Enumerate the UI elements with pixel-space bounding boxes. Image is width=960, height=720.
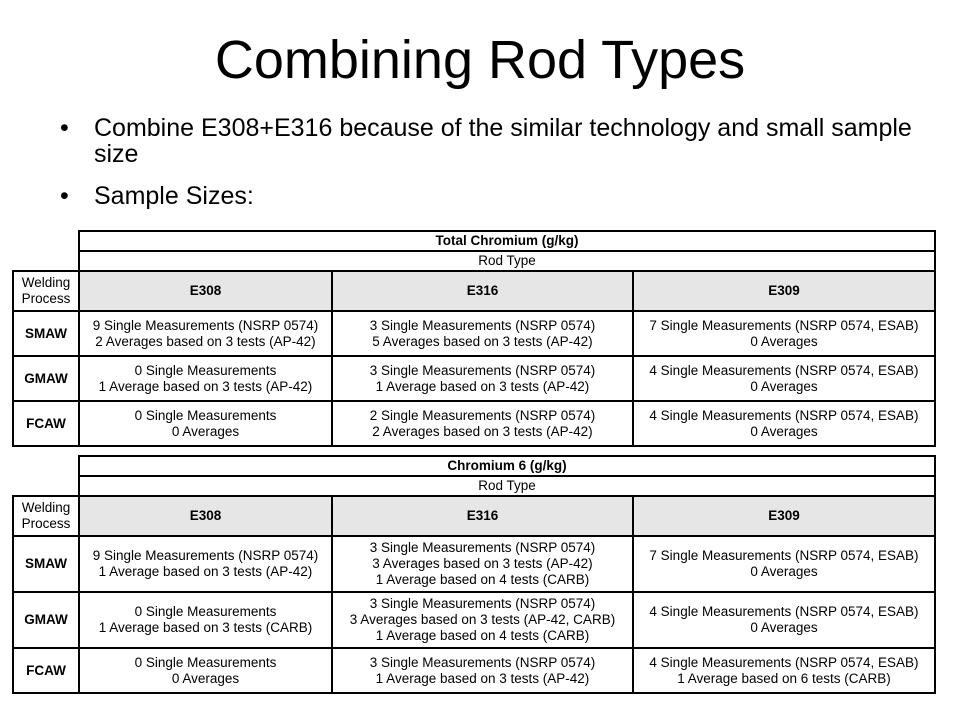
cell-line: FCAW — [26, 662, 66, 678]
cell-line: 0 Single Measurements — [134, 407, 277, 423]
cell-line: 2 Averages based on 3 tests (AP-42) — [372, 423, 593, 439]
bullet-glyph: • — [60, 182, 69, 210]
table-title — [80, 232, 934, 250]
column-header — [80, 272, 331, 310]
table-subheader — [80, 252, 934, 270]
process-label — [14, 649, 78, 692]
table-body — [12, 270, 936, 447]
cell-line: Total Chromium (g/kg) — [435, 233, 579, 248]
data-cell — [634, 593, 934, 647]
cell-line: 2 Single Measurements (NSRP 0574) — [369, 407, 596, 423]
cell-line: 0 Single Measurements — [134, 654, 277, 670]
welding-process-header — [14, 497, 78, 535]
bullet-glyph: • — [60, 114, 69, 142]
cell-line: SMAW — [25, 325, 67, 341]
data-cell — [80, 357, 331, 400]
cell-line: 3 Single Measurements (NSRP 0574) — [369, 362, 596, 378]
bullet-item — [60, 183, 920, 209]
cell-line: SMAW — [25, 556, 67, 571]
data-cell — [333, 312, 632, 355]
cell-line: 5 Averages based on 3 tests (AP-42) — [372, 333, 593, 349]
data-cell — [80, 649, 331, 692]
cell-line: 3 Single Measurements (NSRP 0574) — [369, 654, 596, 670]
cell-line: 1 Average based on 4 tests (CARB) — [375, 628, 590, 643]
cell-line: Process — [21, 291, 71, 306]
cell-line: 1 Average based on 3 tests (AP-42) — [98, 564, 313, 579]
table-body — [12, 495, 936, 694]
cell-line: 1 Average based on 6 tests (CARB) — [677, 670, 891, 686]
cell-line: 4 Single Measurements (NSRP 0574, ESAB) — [649, 362, 919, 378]
cell-line: 1 Average based on 4 tests (CARB) — [375, 572, 590, 587]
data-cell — [333, 537, 632, 591]
cell-line: E309 — [768, 508, 800, 523]
data-cell — [80, 593, 331, 647]
bullet-item — [60, 115, 920, 167]
table-subheader — [80, 477, 934, 495]
data-cell — [634, 537, 934, 591]
cell-line: 4 Single Measurements (NSRP 0574, ESAB) — [649, 654, 919, 670]
cell-line: Rod Type — [478, 478, 536, 493]
data-cell — [80, 537, 331, 591]
cell-line: 1 Average based on 3 tests (CARB) — [98, 620, 313, 635]
data-cell — [634, 649, 934, 692]
cell-line: 7 Single Measurements (NSRP 0574, ESAB) — [649, 548, 919, 563]
data-cell — [80, 312, 331, 355]
cell-line: 1 Average based on 3 tests (AP-42) — [375, 670, 590, 686]
column-header — [333, 272, 632, 310]
cell-line: Welding — [21, 500, 71, 515]
column-header — [634, 272, 934, 310]
table-title — [80, 457, 934, 475]
cell-line: Chromium 6 (g/kg) — [447, 458, 567, 473]
data-cell — [634, 357, 934, 400]
cell-line: 1 Average based on 3 tests (AP-42) — [375, 378, 590, 394]
cell-line: 2 Averages based on 3 tests (AP-42) — [95, 333, 316, 349]
bullet-text: Combine E308+E316 because of the similar technology and small sample size — [94, 114, 912, 168]
data-cell — [333, 402, 632, 445]
cell-line: 1 Average based on 3 tests (AP-42) — [98, 378, 313, 394]
cell-line: E316 — [466, 283, 499, 298]
process-label — [14, 537, 78, 591]
cell-line: Rod Type — [478, 253, 536, 268]
slide-title: Combining Rod Types — [214, 30, 746, 90]
column-header — [333, 497, 632, 535]
process-label — [14, 312, 78, 355]
cell-line: 9 Single Measurements (NSRP 0574) — [92, 548, 319, 563]
cell-line: 3 Single Measurements (NSRP 0574) — [369, 317, 596, 333]
cell-line: 0 Averages — [750, 378, 818, 394]
bullet-text: Sample Sizes: — [94, 182, 254, 210]
cell-line: FCAW — [26, 415, 66, 431]
cell-line: 0 Averages — [750, 423, 818, 439]
cell-line: 0 Averages — [750, 564, 818, 579]
cell-line: 4 Single Measurements (NSRP 0574, ESAB) — [649, 407, 919, 423]
process-label — [14, 402, 78, 445]
cell-line: 3 Averages based on 3 tests (AP-42, CARB) — [349, 612, 616, 627]
process-label — [14, 593, 78, 647]
cell-line: E308 — [189, 283, 222, 298]
process-label — [14, 357, 78, 400]
data-cell — [333, 357, 632, 400]
cell-line: 3 Single Measurements (NSRP 0574) — [369, 596, 596, 611]
cell-line: 4 Single Measurements (NSRP 0574, ESAB) — [649, 604, 919, 619]
cell-line: E308 — [189, 508, 222, 523]
cell-line: E316 — [466, 508, 499, 523]
cell-line: 7 Single Measurements (NSRP 0574, ESAB) — [649, 317, 919, 333]
data-cell — [333, 649, 632, 692]
column-header — [634, 497, 934, 535]
cell-line: 0 Averages — [750, 333, 818, 349]
data-cell — [634, 402, 934, 445]
cell-line: Process — [21, 516, 71, 531]
column-header — [80, 497, 331, 535]
cell-line: 3 Averages based on 3 tests (AP-42) — [372, 556, 593, 571]
table-header-block — [78, 455, 936, 497]
cell-line: 0 Averages — [171, 423, 240, 439]
data-cell — [333, 593, 632, 647]
data-cell — [80, 402, 331, 445]
cell-line: GMAW — [24, 370, 68, 386]
table-header-block — [78, 230, 936, 272]
cell-line: 3 Single Measurements (NSRP 0574) — [369, 540, 596, 555]
cell-line: Welding — [21, 275, 71, 290]
cell-line: 0 Single Measurements — [134, 604, 277, 619]
data-cell — [634, 312, 934, 355]
bullet-list — [60, 115, 920, 225]
cell-line: GMAW — [24, 612, 68, 627]
cell-line: 0 Averages — [750, 620, 818, 635]
welding-process-header — [14, 272, 78, 310]
cell-line: E309 — [768, 283, 800, 298]
cell-line: 0 Single Measurements — [134, 362, 277, 378]
cell-line: 9 Single Measurements (NSRP 0574) — [92, 317, 319, 333]
cell-line: 0 Averages — [171, 670, 240, 686]
